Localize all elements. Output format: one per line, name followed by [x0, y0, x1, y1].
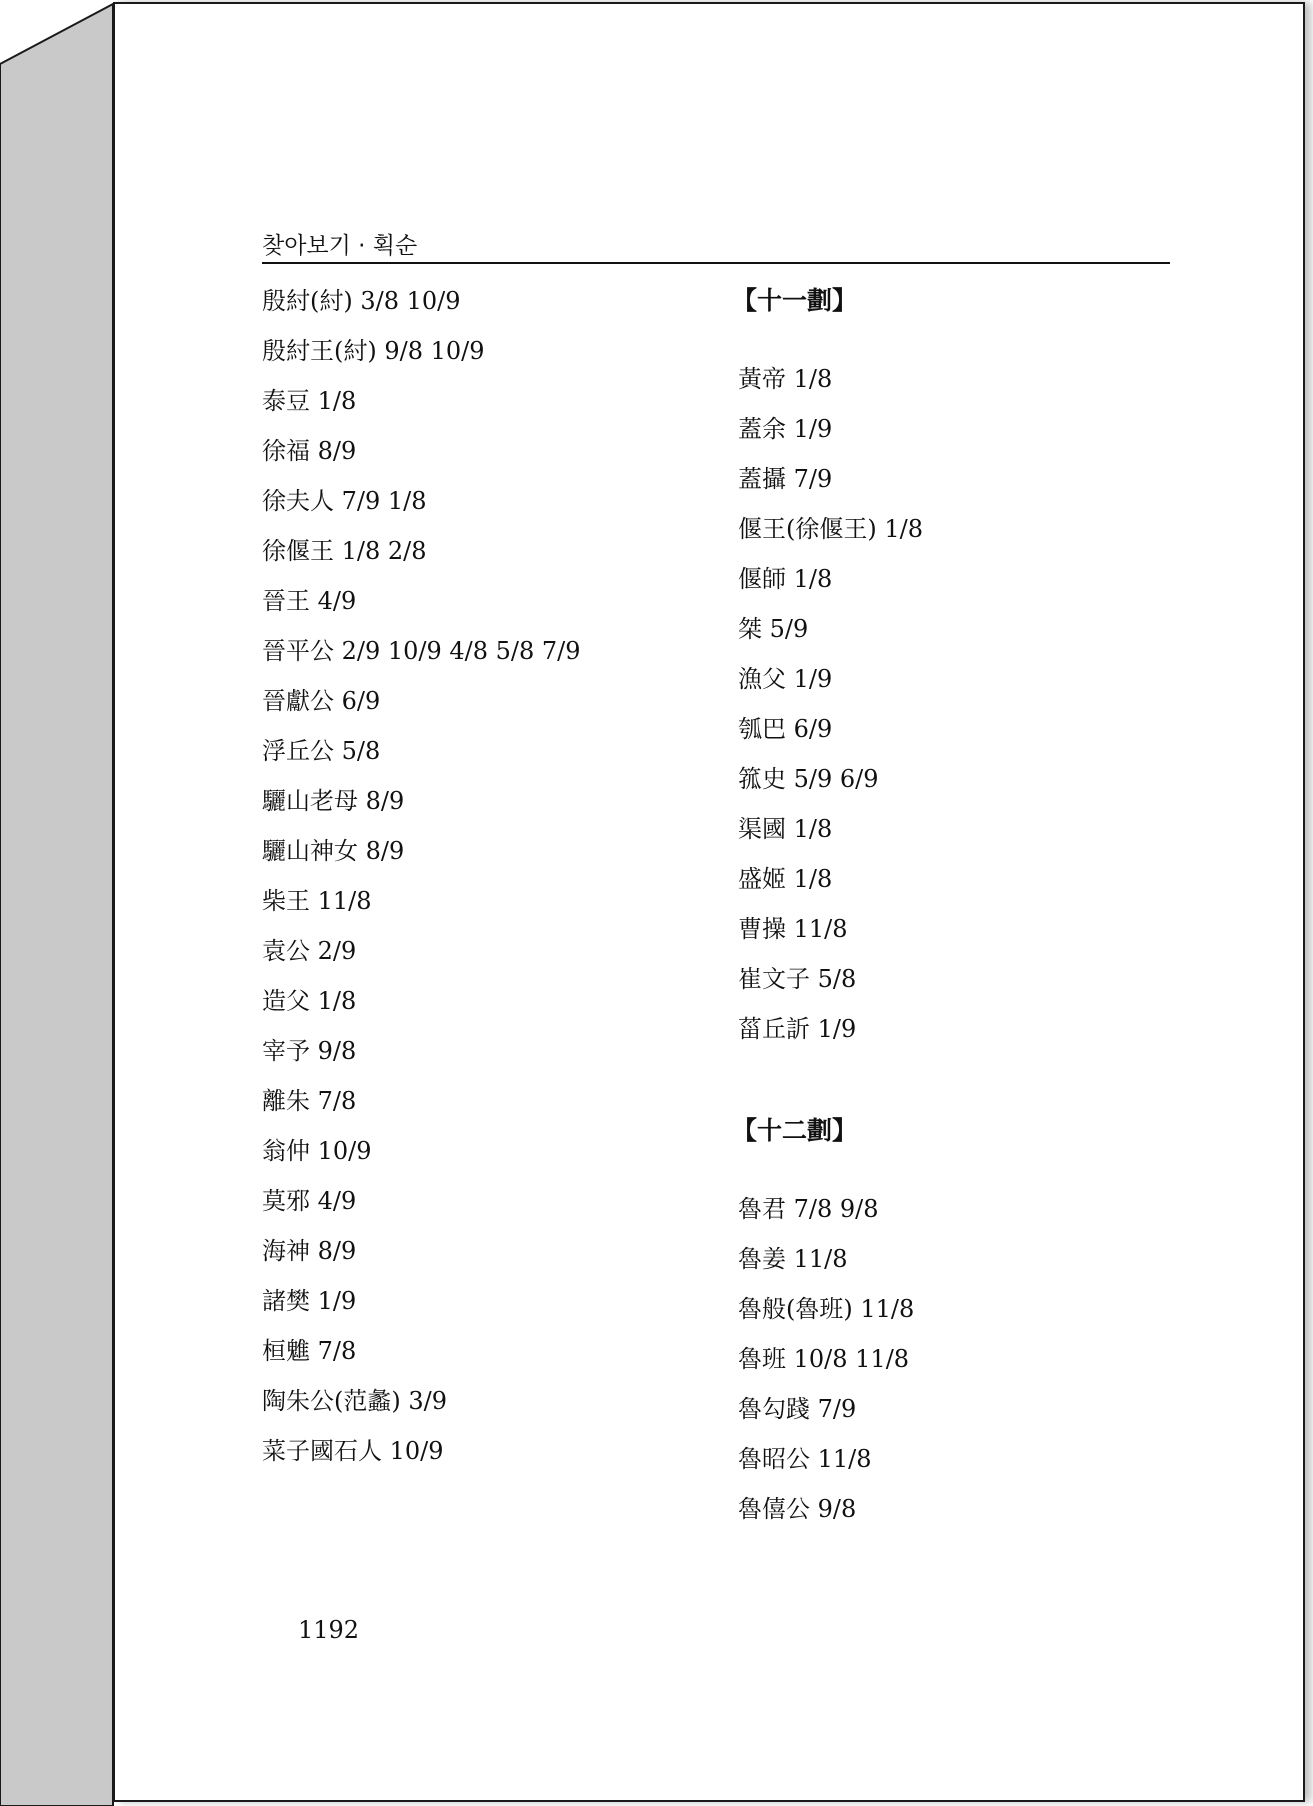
- index-entry: 驪山老母 8/9: [262, 787, 405, 815]
- index-entry: 箛史 5/9 6/9: [738, 765, 879, 793]
- index-entry: 偃王(徐偃王) 1/8: [738, 515, 923, 543]
- index-entry: 殷紂王(紂) 9/8 10/9: [262, 337, 485, 365]
- page-number: 1192: [298, 1616, 360, 1644]
- index-entry: 徐夫人 7/9 1/8: [262, 487, 427, 515]
- index-entry: 盛姬 1/8: [738, 865, 833, 893]
- index-entry: 離朱 7/8: [262, 1087, 357, 1115]
- index-entry: 魯昭公 11/8: [738, 1445, 872, 1473]
- index-entry: 陶朱公(范蠡) 3/9: [262, 1387, 447, 1415]
- index-entry: 黃帝 1/8: [738, 365, 833, 393]
- index-entry: 泰豆 1/8: [262, 387, 357, 415]
- running-header: [262, 232, 1170, 264]
- index-entry: 宰予 9/8: [262, 1037, 357, 1065]
- index-entry: 徐偃王 1/8 2/8: [262, 537, 427, 565]
- index-entry: 魯姜 11/8: [738, 1245, 848, 1273]
- index-entry: 偃師 1/8: [738, 565, 833, 593]
- header-title: 찾아보기 · 획순: [262, 233, 418, 259]
- index-entry: 桀 5/9: [738, 615, 809, 643]
- index-entry: 驪山神女 8/9: [262, 837, 405, 865]
- index-entry: 渠國 1/8: [738, 815, 833, 843]
- index-entry: 莫邪 4/9: [262, 1187, 357, 1215]
- index-entry: 魯僖公 9/8: [738, 1495, 857, 1523]
- index-entry: 晉王 4/9: [262, 587, 357, 615]
- index-entry: 殷紂(紂) 3/8 10/9: [262, 287, 461, 315]
- section-heading: 【十二劃】: [732, 1116, 858, 1145]
- index-entry: 瓠巴 6/9: [738, 715, 833, 743]
- index-entry: 蓋攝 7/9: [738, 465, 833, 493]
- index-entry: 魯般(魯班) 11/8: [738, 1295, 915, 1323]
- index-entry: 徐福 8/9: [262, 437, 357, 465]
- index-entry: 蓋余 1/9: [738, 415, 833, 443]
- index-entry: 晉獻公 6/9: [262, 687, 381, 715]
- index-entry: 崔文子 5/8: [738, 965, 857, 993]
- index-entry: 魯君 7/8 9/8: [738, 1195, 879, 1223]
- index-entry: 浮丘公 5/8: [262, 737, 381, 765]
- index-entry: 晉平公 2/9 10/9 4/8 5/8 7/9: [262, 637, 581, 665]
- index-entry: 翁仲 10/9: [262, 1137, 372, 1165]
- right-column: [732, 276, 1188, 1534]
- section-heading: 【十一劃】: [732, 286, 858, 315]
- left-column: [262, 276, 712, 1476]
- index-entry: 菑丘訢 1/9: [738, 1015, 857, 1043]
- index-entry: 諸樊 1/9: [262, 1287, 357, 1315]
- index-entry: 菜子國石人 10/9: [262, 1437, 444, 1465]
- index-entry: 曹操 11/8: [738, 915, 848, 943]
- index-entry: 魯勾踐 7/9: [738, 1395, 857, 1423]
- index-entry: 海神 8/9: [262, 1237, 357, 1265]
- index-entry: 桓魋 7/8: [262, 1337, 357, 1365]
- index-entry: 柴王 11/8: [262, 887, 372, 915]
- index-entry: 袁公 2/9: [262, 937, 357, 965]
- index-entry: 造父 1/8: [262, 987, 357, 1015]
- index-entry: 魯班 10/8 11/8: [738, 1345, 910, 1373]
- index-entry: 漁父 1/9: [738, 665, 833, 693]
